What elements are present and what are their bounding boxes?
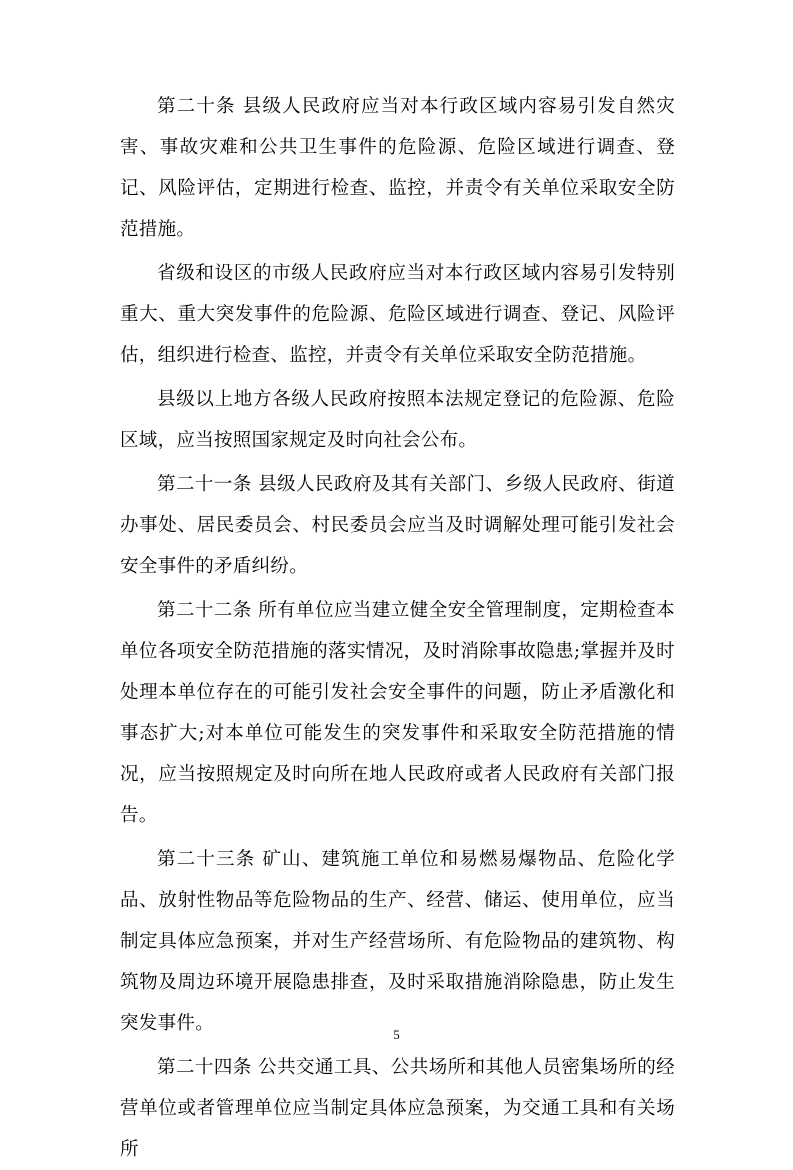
paragraph-article-23: 第二十三条 矿山、建筑施工单位和易燃易爆物品、危险化学品、放射性物品等危险物品的生产、经营、储运、使用单位，应当制定具体应急预案，并对生产经营场所、有危险物品的建筑物、构筑物及周边环境开展隐患排查，及时采取措施消除隐患，防止发生突发事件。 xyxy=(120,849,675,1034)
paragraph-article-24: 第二十四条 公共交通工具、公共场所和其他人员密集场所的经营单位或者管理单位应当制定具体应急预案，为交通工具和有关场所 xyxy=(120,1057,675,1160)
page-number: 5 xyxy=(393,1027,400,1042)
paragraph-article-22: 第二十二条 所有单位应当建立健全安全管理制度，定期检查本单位各项安全防范措施的落实情况，及时消除事故隐患;掌握并及时处理本单位存在的可能引发社会安全事件的问题，防止矛盾激化和事态扩大;对本单位可能发生的突发事件和采取安全防范措施的情况，应当按照规定及时向所在地人民政府或者人民政府有关部门报告。 xyxy=(120,600,675,826)
document-body xyxy=(120,86,675,1170)
paragraph-article-20-publication: 县级以上地方各级人民政府按照本法规定登记的危险源、危险区域，应当按照国家规定及时向社会公布。 xyxy=(120,389,675,451)
paragraph-article-20: 第二十条 县级人民政府应当对本行政区域内容易引发自然灾害、事故灾难和公共卫生事件的危险源、危险区域进行调查、登记、风险评估，定期进行检查、监控，并责令有关单位采取安全防范措施。 xyxy=(120,96,675,240)
paragraph-article-20-provincial: 省级和设区的市级人民政府应当对本行政区域内容易引发特别重大、重大突发事件的危险源、危险区域进行调查、登记、风险评估，组织进行检查、监控，并责令有关单位采取安全防范措施。 xyxy=(120,263,675,366)
paragraph-article-21: 第二十一条 县级人民政府及其有关部门、乡级人民政府、街道办事处、居民委员会、村民委员会应当及时调解处理可能引发社会安全事件的矛盾纠纷。 xyxy=(120,474,675,577)
